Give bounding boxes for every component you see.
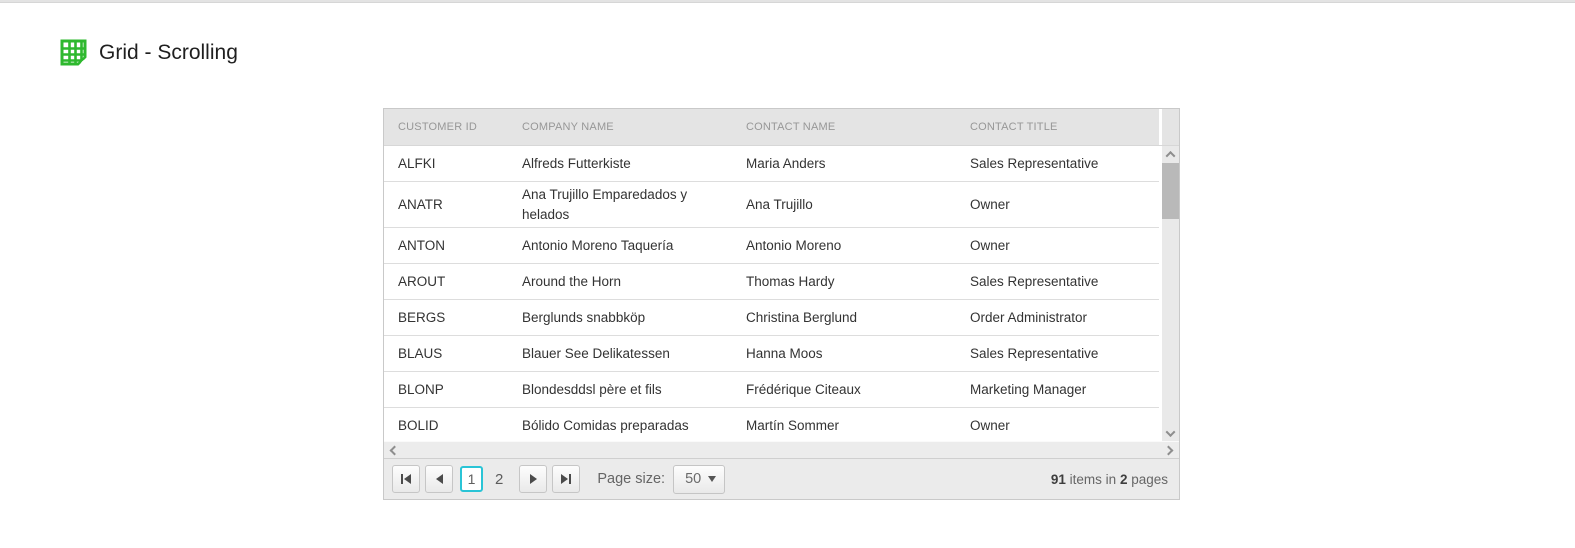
- column-header-company-name[interactable]: COMPANY NAME: [522, 121, 614, 133]
- vertical-scrollbar-thumb[interactable]: [1162, 163, 1179, 219]
- cell-customer-id: ALFKI: [398, 155, 436, 171]
- cell-company-name: Bólido Comidas preparadas: [522, 417, 689, 433]
- data-grid: [383, 108, 1180, 500]
- grid-header-row: [384, 109, 1179, 146]
- cell-customer-id: ANTON: [398, 237, 446, 253]
- cell-contact-title: Sales Representative: [970, 345, 1099, 361]
- column-header-contact-name[interactable]: CONTACT NAME: [746, 121, 836, 133]
- arrow-right-icon: [530, 474, 537, 484]
- table-row[interactable]: [384, 336, 1159, 372]
- cell-company-name: Alfreds Futterkiste: [522, 155, 631, 171]
- column-header-contact-title[interactable]: CONTACT TITLE: [970, 121, 1058, 133]
- table-row[interactable]: [384, 372, 1159, 408]
- grid-body: [384, 146, 1179, 441]
- cell-contact-title: Sales Representative: [970, 155, 1099, 171]
- cell-customer-id: BERGS: [398, 309, 446, 325]
- page-title-text: Grid - Scrolling: [99, 40, 238, 64]
- cell-contact-title: Owner: [970, 237, 1010, 253]
- cell-contact-name: Christina Berglund: [746, 309, 858, 325]
- column-header-customer-id[interactable]: CUSTOMER ID: [398, 121, 478, 133]
- cell-customer-id: AROUT: [398, 273, 446, 289]
- cell-company-name: Blauer See Delikatessen: [522, 345, 670, 361]
- table-row[interactable]: [384, 300, 1159, 336]
- cell-contact-name: Ana Trujillo: [746, 196, 813, 212]
- seek-end-icon: [561, 474, 568, 484]
- cell-company-name: Antonio Moreno Taquería: [522, 237, 674, 253]
- cell-company-name: Berglunds snabbköp: [522, 309, 646, 325]
- table-row[interactable]: [384, 264, 1159, 300]
- page-size-label: Page size:: [597, 471, 666, 487]
- scroll-left-icon[interactable]: [390, 445, 400, 455]
- cell-customer-id: ANATR: [398, 196, 443, 212]
- cell-contact-title: Owner: [970, 417, 1010, 433]
- scroll-right-icon[interactable]: [1164, 445, 1174, 455]
- page-title: [60, 39, 238, 66]
- first-page-button[interactable]: [392, 465, 420, 493]
- cell-customer-id: BLONP: [398, 381, 444, 397]
- horizontal-scrollbar[interactable]: [384, 441, 1179, 458]
- pager: [384, 458, 1179, 499]
- scroll-up-icon[interactable]: [1162, 146, 1179, 162]
- cell-contact-name: Antonio Moreno: [746, 237, 842, 253]
- last-page-button[interactable]: [552, 465, 580, 493]
- table-row[interactable]: [384, 182, 1159, 228]
- header-scrollbar-corner: [1162, 109, 1179, 145]
- cell-contact-title: Owner: [970, 196, 1010, 212]
- page-button-2[interactable]: 2: [495, 470, 504, 488]
- table-row[interactable]: [384, 228, 1159, 264]
- cell-contact-name: Martín Sommer: [746, 417, 840, 433]
- grid-icon: [60, 39, 87, 66]
- chevron-down-icon: [708, 476, 716, 482]
- grid-rows: [384, 146, 1159, 441]
- page-button-1-selected[interactable]: 1: [460, 466, 483, 492]
- cell-company-name: Blondesddsl père et fils: [522, 381, 662, 397]
- cell-customer-id: BLAUS: [398, 345, 443, 361]
- cell-company-name: Around the Horn: [522, 273, 622, 289]
- cell-contact-name: Frédérique Citeaux: [746, 381, 861, 397]
- cell-contact-title: Order Administrator: [970, 309, 1088, 325]
- cell-contact-title: Marketing Manager: [970, 381, 1087, 397]
- top-divider: [0, 0, 1575, 3]
- previous-page-button[interactable]: [425, 465, 453, 493]
- table-row[interactable]: [384, 408, 1159, 441]
- page-size-value: 50: [685, 471, 702, 487]
- cell-contact-name: Thomas Hardy: [746, 273, 835, 289]
- arrow-left-icon: [436, 474, 443, 484]
- cell-customer-id: BOLID: [398, 417, 439, 433]
- seek-first-icon: [401, 474, 403, 484]
- pager-info: 91 items in 2 pages: [1050, 471, 1168, 487]
- scroll-down-icon[interactable]: [1162, 425, 1179, 441]
- vertical-scrollbar[interactable]: [1162, 146, 1179, 441]
- cell-contact-title: Sales Representative: [970, 273, 1099, 289]
- next-page-button[interactable]: [519, 465, 547, 493]
- cell-contact-name: Maria Anders: [746, 155, 826, 171]
- table-row[interactable]: [384, 146, 1159, 182]
- cell-company-name: Ana Trujillo Emparedados y helados: [522, 186, 688, 222]
- page-size-dropdown[interactable]: [673, 465, 725, 494]
- cell-contact-name: Hanna Moos: [746, 345, 823, 361]
